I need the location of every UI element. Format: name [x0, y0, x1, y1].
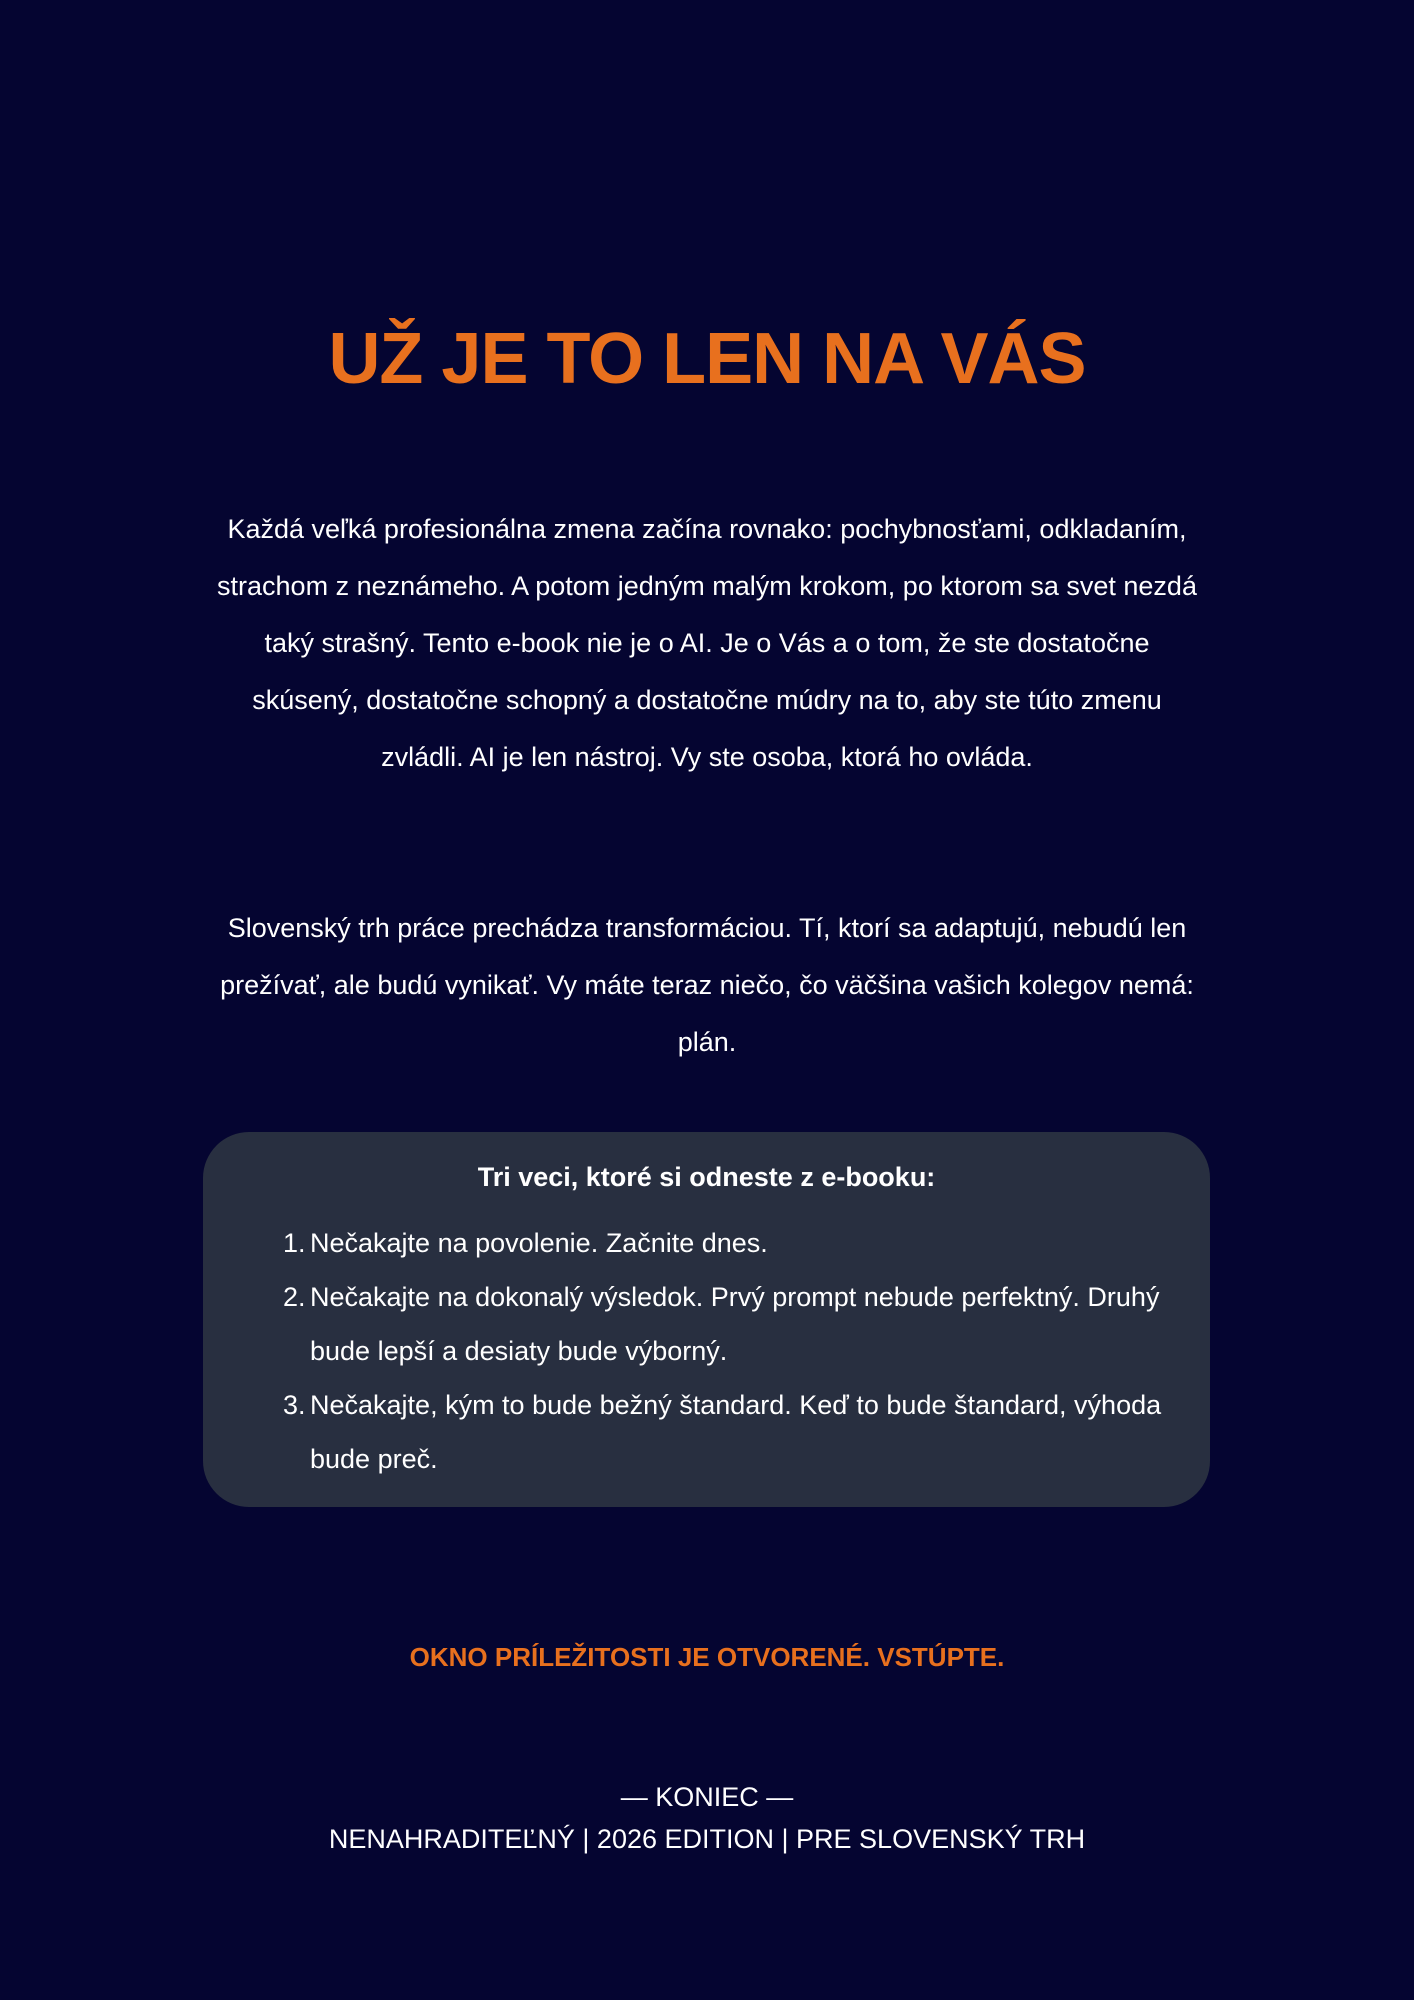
- list-text: Nečakajte na dokonalý výsledok. Prvý prompt nebude perfektný. Druhý bude lepší a desiaty bude výborný.: [310, 1282, 1160, 1366]
- end-mark: — KONIEC —: [620, 1782, 794, 1812]
- list-item: [283, 1216, 1163, 1270]
- list-text: Nečakajte, kým to bude bežný štandard. Keď to bude štandard, výhoda bude preč.: [310, 1390, 1162, 1474]
- list-number: 1.: [283, 1228, 306, 1258]
- takeaways-list: [283, 1216, 1163, 1486]
- list-item: [283, 1378, 1163, 1486]
- takeaways-title: Tri veci, ktoré si odneste z e-booku:: [477, 1162, 936, 1192]
- list-item: [283, 1270, 1163, 1378]
- takeaways-box: [203, 1132, 1210, 1507]
- list-number: 3.: [283, 1390, 306, 1420]
- call-to-action: OKNO PRÍLEŽITOSTI JE OTVORENÉ. VSTÚPTE.: [409, 1642, 1005, 1672]
- list-text: Nečakajte na povolenie. Začnite dnes.: [310, 1228, 768, 1258]
- page-title: UŽ JE TO LEN NA VÁS: [328, 319, 1086, 399]
- footer: NENAHRADITEĽNÝ | 2026 EDITION | PRE SLOVENSKÝ TRH: [328, 1824, 1086, 1854]
- market-paragraph: Slovenský trh práce prechádza transformáciou. Tí, ktorí sa adaptujú, nebudú len prežívať, ale budú vynikať. Vy máte teraz niečo, čo väčšina vašich kolegov nemá: plán.: [220, 913, 1194, 1057]
- list-number: 2.: [283, 1282, 306, 1312]
- intro-paragraph: Každá veľká profesionálna zmena začína rovnako: pochybnosťami, odkladaním, strachom z neznámeho. A potom jedným malým krokom, po ktorom sa svet nezdá taký strašný. Tento e-book nie je o AI. Je o Vás a o tom, že ste dostatočne skúsený, dostatočne schopný a dostatočne múdry na to, aby ste túto zmenu zvládli. AI je len nástroj. Vy ste osoba, ktorá ho ovláda.: [217, 514, 1197, 772]
